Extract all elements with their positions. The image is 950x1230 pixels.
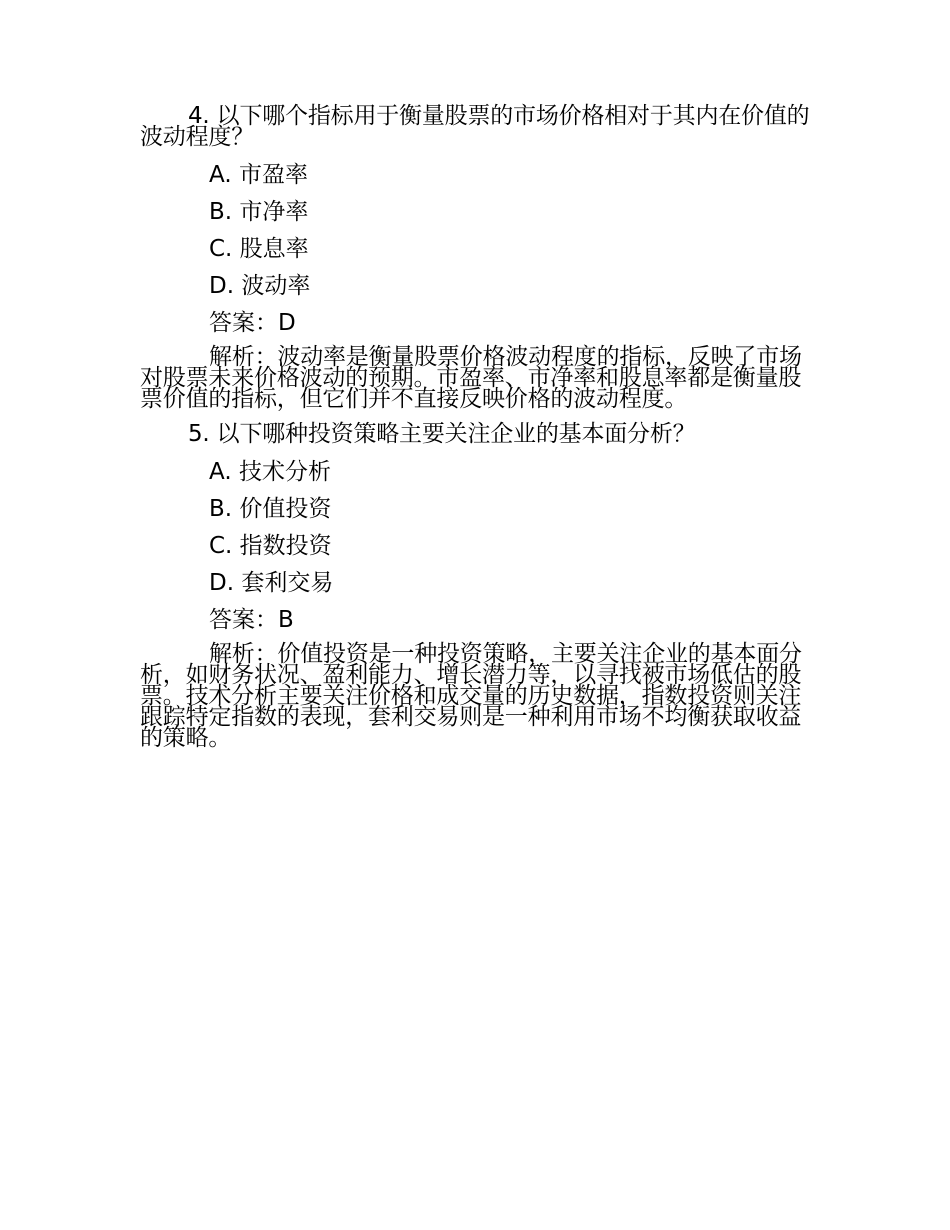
option-d: D. 套利交易 xyxy=(209,570,334,596)
question-stem: 5. 以下哪种投资策略主要关注企业的基本面分析？ xyxy=(188,421,696,447)
explanation: 解析：价值投资是一种投资策略，主要关注企业的基本面分析，如财务状况、盈利能力、增长潜力等，以寻找被市场低估的股票。技术分析主要关注价格和成交量的历史数据，指数投资则关注跟踪特定指数的表现，套利交易则是一种利用市场不均衡获取收益的策略。 xyxy=(140,641,802,751)
option-d: D. 波动率 xyxy=(209,273,311,299)
answer: 答案：D xyxy=(209,310,296,336)
option-c: C. 指数投资 xyxy=(209,533,332,559)
explanation: 解析：波动率是衡量股票价格波动程度的指标，反映了市场对股票未来价格波动的预期。市盈率、市净率和股息率都是衡量股票价值的指标，但它们并不直接反映价格的波动程度。 xyxy=(140,344,802,412)
option-a: A. 市盈率 xyxy=(209,162,308,188)
option-b: B. 市净率 xyxy=(209,199,309,225)
question-stem: 4. 以下哪个指标用于衡量股票的市场价格相对于其内在价值的波动程度？ xyxy=(140,103,810,150)
option-b: B. 价值投资 xyxy=(209,496,332,522)
answer: 答案：B xyxy=(209,607,294,633)
question-block xyxy=(140,103,812,412)
document-content xyxy=(140,103,812,763)
option-a: A. 技术分析 xyxy=(209,459,331,485)
question-block xyxy=(140,421,812,751)
option-c: C. 股息率 xyxy=(209,236,309,262)
